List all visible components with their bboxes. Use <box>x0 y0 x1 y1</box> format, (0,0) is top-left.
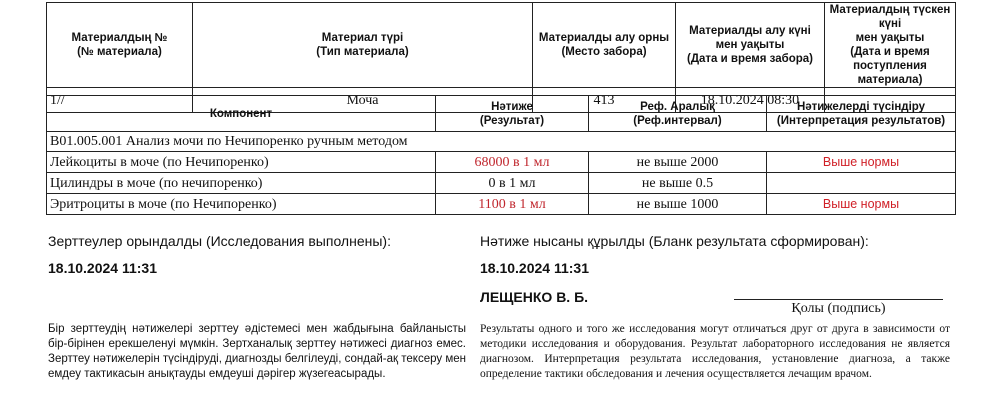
material-number: 1// <box>47 88 193 113</box>
material-taken: 18.10.2024 08:30 <box>676 88 825 113</box>
result-value: 68000 в 1 мл <box>436 152 589 173</box>
result-value: 1100 в 1 мл <box>436 194 589 215</box>
header-material-taken: Материалды алу күні мен уақыты (Дата и время забора) <box>676 3 825 88</box>
results-table <box>46 95 956 215</box>
header-material-place: Материалды алу орны (Место забора) <box>533 3 676 88</box>
result-component: Эритроциты в моче (по Нечипоренко) <box>47 194 436 215</box>
disclaimer-kz: Бір зерттеудің нәтижелері зерттеу әдістемесі мен жабдығына байланысты бір-бірінен ерекшеленуі мүмкін. Зертханалық зерттеу нәтижесі диагноз емес. Зерттеу нәтижелерін түсіндіруді, диагнозды белгілеуді, сондай-ақ тексеру мен емдеу тактикасын анықтауды емдеуші дәрігер жүзегеасырады. <box>48 323 466 380</box>
header-material-number: Материалдың № (№ материала) <box>47 3 193 88</box>
signature-caption: Қолы (подпись) <box>791 301 886 316</box>
header-result: Нәтиже (Результат) <box>436 96 589 132</box>
material-header-row <box>47 3 956 88</box>
header-component: Компонент <box>47 96 436 132</box>
header-material-received: Материалдың түскен күні мен уақыты (Дата и время поступления материала) <box>825 3 956 88</box>
result-value: 0 в 1 мл <box>436 173 589 194</box>
result-interpretation: Выше нормы <box>767 194 956 215</box>
result-component: Цилиндры в моче (по нечипоренко) <box>47 173 436 194</box>
material-type: Моча <box>193 88 533 113</box>
result-component: Лейкоциты в моче (по Нечипоренко) <box>47 152 436 173</box>
header-ref-interval: Реф. Аралық (Реф.интервал) <box>589 96 767 132</box>
result-interpretation: Выше нормы <box>767 152 956 173</box>
result-interpretation <box>767 173 956 194</box>
results-header-row <box>47 96 956 132</box>
section-title: В01.005.001 Анализ мочи по Нечипоренко ручным методом <box>47 132 956 152</box>
section-title-row <box>47 132 956 152</box>
result-ref: не выше 0.5 <box>589 173 767 194</box>
material-place: 413 <box>533 88 676 113</box>
signature-line <box>734 299 943 300</box>
result-ref: не выше 2000 <box>589 152 767 173</box>
header-interpretation: Нәтижелерді түсіндіру (Интерпретация результатов) <box>767 96 956 132</box>
formed-datetime: 18.10.2024 11:31 <box>480 260 589 276</box>
result-ref: не выше 1000 <box>589 194 767 215</box>
header-material-type: Материал түрі (Тип материала) <box>193 3 533 88</box>
table-row <box>47 194 956 215</box>
disclaimer-ru: Результаты одного и того же исследования могут отличаться друг от друга в зависимости от методики исследования и оборудования. Результат лабораторного исследования не является диагнозом. Интерпретация результата исследования, установление диагноза, а также определение тактики обследования и лечения осуществляется лечащим врачом. <box>480 323 950 380</box>
table-row <box>47 152 956 173</box>
completed-datetime: 18.10.2024 11:31 <box>48 260 157 276</box>
signer-name: ЛЕЩЕНКО В. Б. <box>480 289 589 305</box>
table-row <box>47 173 956 194</box>
completed-label: Зерттеулер орындалды (Исследования выполнены): <box>48 233 391 249</box>
formed-label: Нәтиже нысаны құрылды (Бланк результата сформирован): <box>480 233 869 249</box>
